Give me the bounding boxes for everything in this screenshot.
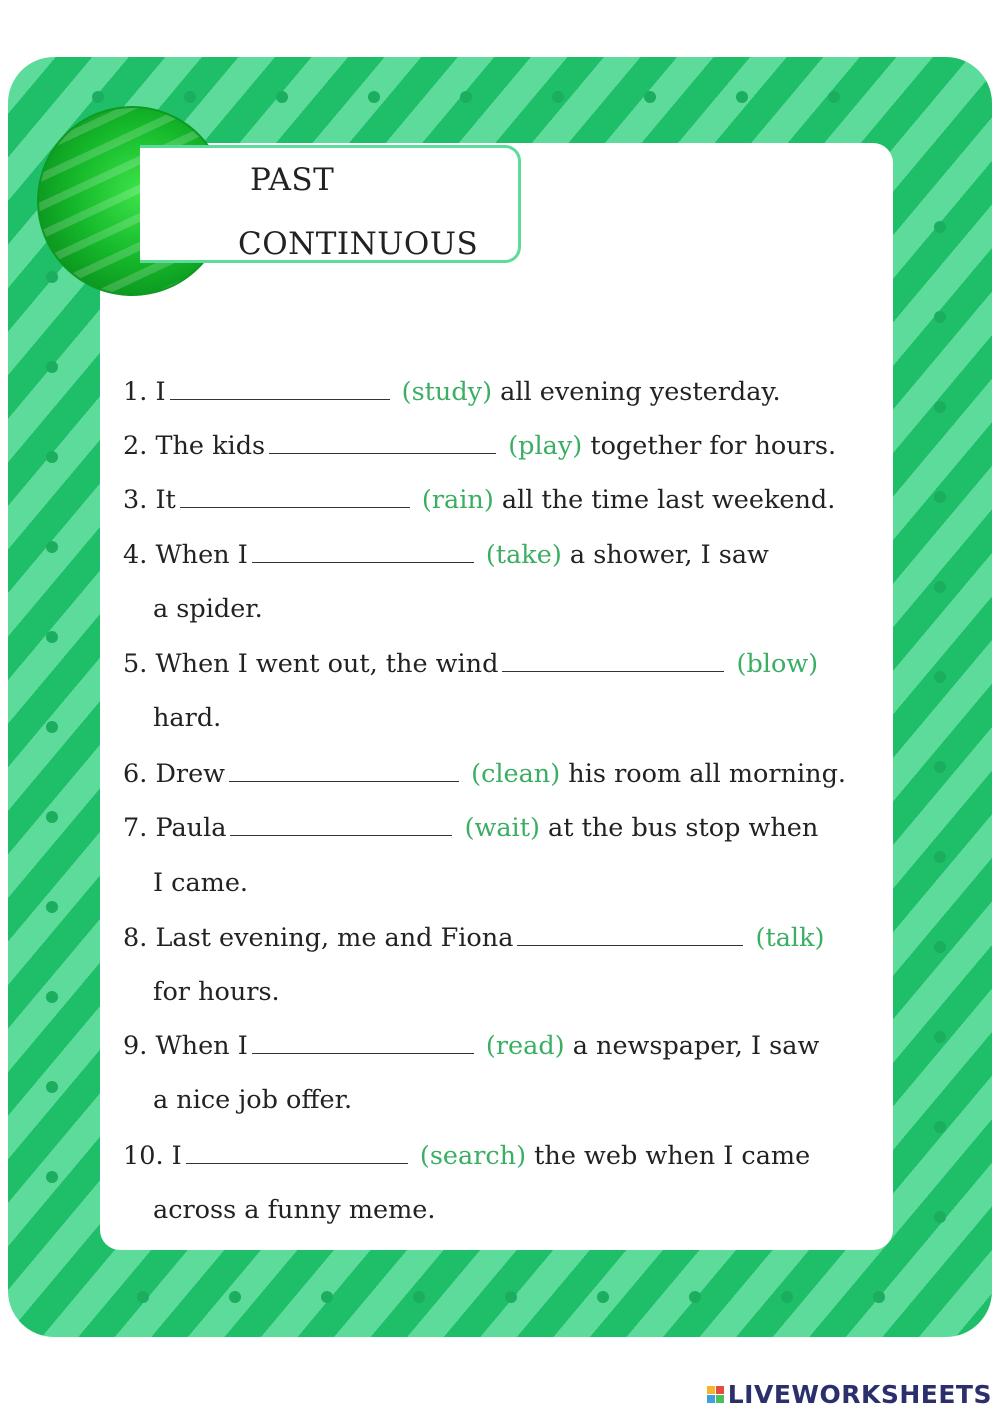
- verb-hint: (study): [401, 377, 493, 407]
- frame-dot: [644, 91, 656, 103]
- exercise-number: 4.: [123, 540, 148, 570]
- verb-hint: (play): [508, 431, 583, 461]
- frame-dot: [46, 721, 58, 733]
- frame-dot: [934, 401, 946, 413]
- frame-dot: [46, 271, 58, 283]
- liveworksheets-logo-icon: [707, 1386, 724, 1403]
- frame-dot: [46, 1171, 58, 1183]
- frame-dot: [934, 311, 946, 323]
- frame-dot: [934, 671, 946, 683]
- frame-dot: [934, 941, 946, 953]
- frame-dot: [781, 1291, 793, 1303]
- answer-blank[interactable]: [252, 1028, 474, 1054]
- verb-hint: (take): [485, 540, 562, 570]
- sentence-end: the web when I came: [534, 1141, 811, 1171]
- exercise-number: 3.: [123, 485, 148, 515]
- frame-dot: [934, 221, 946, 233]
- exercise-4-continuation: a spider.: [153, 594, 263, 624]
- exercise-5-continuation: hard.: [153, 703, 222, 733]
- verb-hint: (rain): [421, 485, 494, 515]
- frame-dot: [873, 1291, 885, 1303]
- frame-dot: [934, 761, 946, 773]
- exercise-number: 7.: [123, 813, 148, 843]
- exercise-number: 6.: [123, 759, 148, 789]
- exercise-2: [123, 426, 836, 466]
- frame-dot: [460, 91, 472, 103]
- frame-dot: [934, 851, 946, 863]
- logo-text: LIVEWORKSHEETS: [727, 1379, 992, 1409]
- frame-dot: [46, 991, 58, 1003]
- verb-hint: (blow): [736, 649, 819, 679]
- exercise-number: 8.: [123, 923, 148, 953]
- sentence-start: When I: [155, 540, 248, 570]
- answer-blank[interactable]: [502, 646, 724, 672]
- exercise-number: 10.: [123, 1141, 164, 1171]
- frame-dot: [934, 1031, 946, 1043]
- frame-dot: [137, 1291, 149, 1303]
- exercise-number: 5.: [123, 649, 148, 679]
- exercise-4: [123, 535, 769, 575]
- sentence-start: When I went out, the wind: [155, 649, 499, 679]
- exercise-9: [123, 1026, 819, 1066]
- verb-hint: (read): [485, 1031, 565, 1061]
- answer-blank[interactable]: [180, 482, 410, 508]
- answer-blank[interactable]: [186, 1138, 408, 1164]
- sentence-end: all evening yesterday.: [500, 377, 781, 407]
- sentence-end: all the time last weekend.: [501, 485, 836, 515]
- verb-hint: (wait): [464, 813, 540, 843]
- frame-dot: [321, 1291, 333, 1303]
- exercise-1: [123, 372, 781, 412]
- frame-dot: [46, 451, 58, 463]
- frame-dot: [736, 91, 748, 103]
- exercise-9-continuation: a nice job offer.: [153, 1085, 353, 1115]
- page-title-line-2: CONTINUOUS: [238, 226, 479, 262]
- frame-dot: [46, 541, 58, 553]
- frame-dot: [934, 1211, 946, 1223]
- sentence-start: I: [171, 1141, 182, 1171]
- sentence-start: It: [155, 485, 176, 515]
- answer-blank[interactable]: [229, 756, 459, 782]
- exercise-8: [123, 918, 825, 958]
- answer-blank[interactable]: [230, 810, 452, 836]
- frame-dot: [46, 811, 58, 823]
- frame-dot: [368, 91, 380, 103]
- frame-dot: [46, 901, 58, 913]
- frame-dot: [934, 491, 946, 503]
- frame-dot: [46, 631, 58, 643]
- frame-dot: [934, 581, 946, 593]
- answer-blank[interactable]: [517, 920, 743, 946]
- title-box: [140, 145, 521, 263]
- exercise-number: 9.: [123, 1031, 148, 1061]
- exercise-7: [123, 808, 818, 848]
- sentence-end: a shower, I saw: [569, 540, 769, 570]
- verb-hint: (search): [419, 1141, 527, 1171]
- frame-dot: [505, 1291, 517, 1303]
- frame-dot: [46, 361, 58, 373]
- exercise-8-continuation: for hours.: [153, 977, 280, 1007]
- sentence-start: The kids: [155, 431, 266, 461]
- sentence-start: I: [155, 377, 166, 407]
- sentence-end: his room all morning.: [568, 759, 847, 789]
- exercise-3: [123, 480, 835, 520]
- answer-blank[interactable]: [252, 537, 474, 563]
- sentence-start: Drew: [155, 759, 226, 789]
- exercise-10-continuation: across a funny meme.: [153, 1195, 436, 1225]
- frame-dot: [276, 91, 288, 103]
- exercise-5: [123, 644, 818, 684]
- liveworksheets-logo[interactable]: [707, 1378, 992, 1410]
- frame-dot: [413, 1291, 425, 1303]
- frame-dot: [184, 91, 196, 103]
- sentence-start: When I: [155, 1031, 248, 1061]
- verb-hint: (talk): [755, 923, 825, 953]
- exercise-10: [123, 1136, 810, 1176]
- sentence-start: Paula: [155, 813, 227, 843]
- frame-dot: [689, 1291, 701, 1303]
- sentence-start: Last evening, me and Fiona: [155, 923, 514, 953]
- answer-blank[interactable]: [269, 428, 496, 454]
- frame-dot: [828, 91, 840, 103]
- frame-dot: [597, 1291, 609, 1303]
- exercise-number: 2.: [123, 431, 148, 461]
- frame-dot: [552, 91, 564, 103]
- sentence-end: a newspaper, I saw: [572, 1031, 820, 1061]
- frame-dot: [92, 91, 104, 103]
- exercise-6: [123, 754, 846, 794]
- frame-dot: [934, 1121, 946, 1133]
- sentence-end: at the bus stop when: [548, 813, 819, 843]
- exercise-number: 1.: [123, 377, 148, 407]
- verb-hint: (clean): [471, 759, 561, 789]
- frame-dot: [229, 1291, 241, 1303]
- exercise-7-continuation: I came.: [153, 868, 249, 898]
- frame-dot: [46, 1081, 58, 1093]
- page-title-line-1: PAST: [250, 162, 335, 198]
- answer-blank[interactable]: [170, 374, 390, 400]
- sentence-end: together for hours.: [590, 431, 837, 461]
